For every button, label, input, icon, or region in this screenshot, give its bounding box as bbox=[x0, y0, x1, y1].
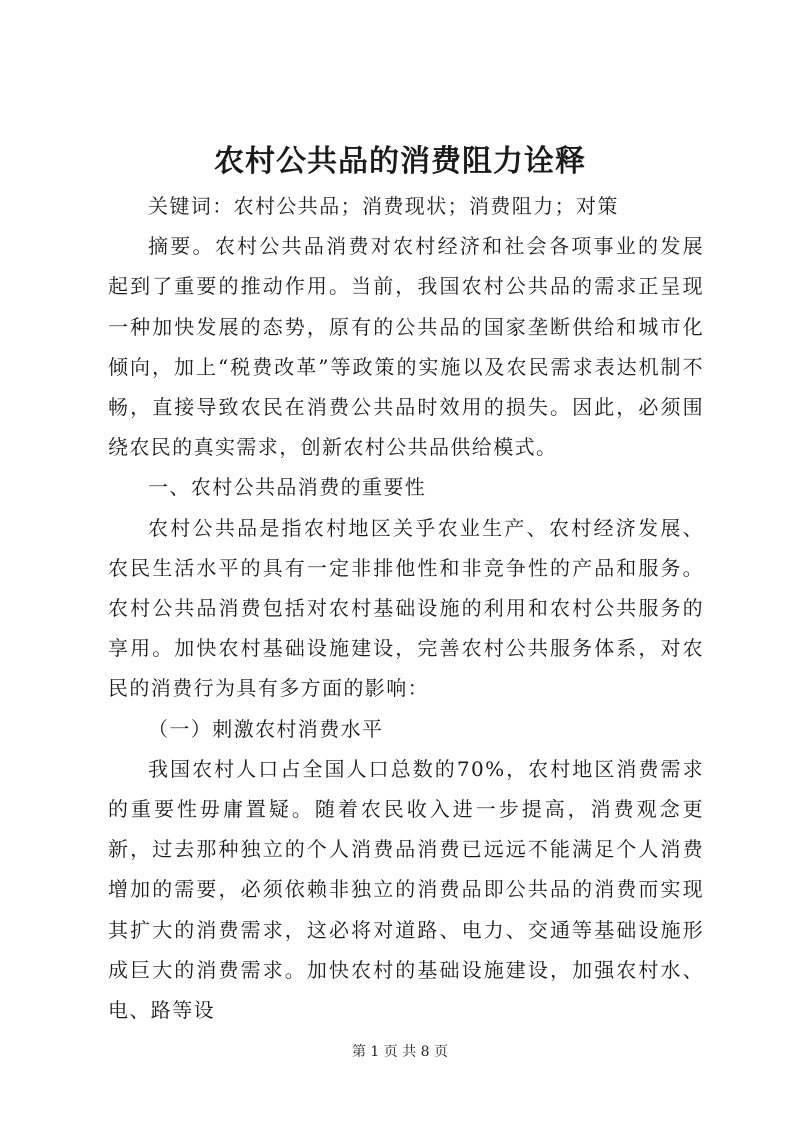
keywords-line: 关键词：农村公共品；消费现状；消费阻力；对策 bbox=[148, 194, 619, 218]
document-body bbox=[108, 186, 704, 1030]
page-footer: 第 1 页 共 8 页 bbox=[351, 1044, 449, 1060]
section-paragraph: 农村公共品是指农村地区关乎农业生产、农村经济发展、农民生活水平的具有一定非排他性和非竞争性的产品和服务。农村公共品消费包括对农村基础设施的利用和农村公共服务的享用。加快农村基础设施建设，完善农村公共服务体系，对农民的消费行为具有多方面的影响： bbox=[108, 515, 704, 701]
document-title: 农村公共品的消费阻力诠释 bbox=[214, 144, 586, 179]
section-heading: 一、农村公共品消费的重要性 bbox=[148, 475, 427, 500]
subsection-heading: （一）刺激农村消费水平 bbox=[148, 716, 384, 741]
abstract-paragraph: 摘要。农村公共品消费对农村经济和社会各项事业的发展起到了重要的推动作用。当前，我国农村公共品的需求正呈现一种加快发展的态势，原有的公共品的国家垄断供给和城市化倾向，加上“税费改革”等政策的实施以及农民需求表达机制不畅，直接导致农民在消费公共品时效用的损失。因此，必须围绕农民的真实需求，创新农村公共品供给模式。 bbox=[108, 234, 704, 460]
subsection-paragraph: 我国农村人口占全国人口总数的70%，农村地区消费需求的重要性毋庸置疑。随着农民收入进一步提高，消费观念更新，过去那种独立的个人消费品消费已远远不能满足个人消费增加的需要，必须依赖非独立的消费品即公共品的消费而实现其扩大的消费需求，这必将对道路、电力、交通等基础设施形成巨大的消费需求。加快农村的基础设施建设，加强农村水、电、路等设 bbox=[108, 756, 704, 1023]
